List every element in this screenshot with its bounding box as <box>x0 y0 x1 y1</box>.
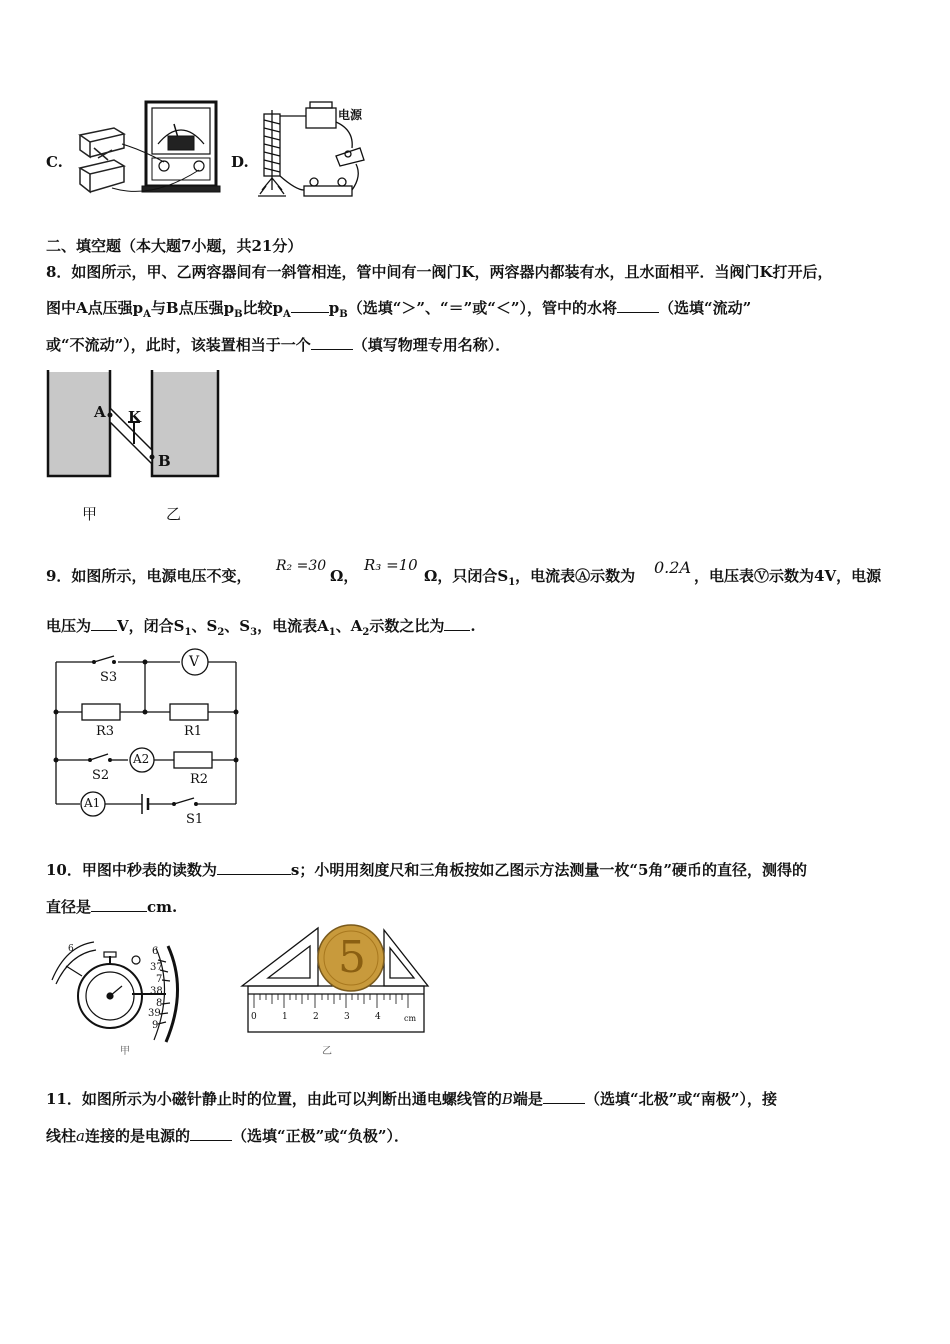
option-c-figure <box>72 100 222 200</box>
q10-ruler-2: 2 <box>313 1012 319 1022</box>
q10-caption-jia: 甲 <box>120 1046 130 1057</box>
q8-blank-1[interactable] <box>291 298 329 313</box>
q9-current: 0.2A <box>654 558 691 577</box>
q9-label-v: V <box>189 654 200 670</box>
q9-label-r2: R2 <box>190 772 209 787</box>
q10-caption-yi: 乙 <box>322 1046 332 1057</box>
q8-caption-yi: 乙 <box>166 505 182 523</box>
q9-unit-ohm: Ω， <box>330 567 359 585</box>
galvanometer-shape <box>112 102 220 192</box>
power-supply-label: 电源 <box>338 108 363 122</box>
q9-label-r1: R1 <box>184 724 203 739</box>
q9-label-a2: A2 <box>133 752 150 766</box>
q8-caption-jia: 甲 <box>82 505 98 523</box>
q10-ruler-unit: cm <box>404 1014 417 1023</box>
q9-label-s1: S1 <box>186 812 204 827</box>
q9-blank-1[interactable] <box>91 616 117 631</box>
q9-label-s3: S3 <box>100 670 118 685</box>
q10-dial-num-8: 8 <box>156 998 163 1009</box>
q9-line1-mid: Ω，只闭合$S_1$，电流表Ⓐ示数为 <box>424 567 636 588</box>
q9-line1-end: ，电压表Ⓥ示数为4V，电源 <box>694 567 882 585</box>
q8-point-a: A <box>94 403 106 421</box>
q10-ruler-1: 1 <box>282 1012 288 1022</box>
q10-ruler-4: 4 <box>375 1012 381 1022</box>
magnet-shape <box>80 128 124 192</box>
q9-label-r3: R3 <box>96 724 115 739</box>
q10-line1: 10．甲图中秒表的读数为 s；小明用刻度尺和三角板按如乙图示方法测量一枚“5角”硬币的直径，测得的 <box>46 861 808 879</box>
q8-line2: 图中A点压强$p_A$与B点压强$p_B$比较$p_A$ $p_B$（选填“＞”、“＝”或“＜”），管中的水将 （选填“流动” <box>46 299 752 320</box>
q10-dial-small-6: 6 <box>68 944 74 954</box>
q10-blank-1[interactable] <box>217 860 291 875</box>
option-d-label: D. <box>231 153 249 171</box>
q10-line2: 直径是 cm. <box>46 898 178 916</box>
q9-label-s2: S2 <box>92 768 110 783</box>
q9-r3-expr: R₃ =10 <box>364 556 418 574</box>
q9-r2-expr: R₂ =30 <box>276 558 327 574</box>
q8-point-b: B <box>158 452 171 470</box>
option-c-label: C. <box>46 153 63 171</box>
q11-blank-2[interactable] <box>190 1126 232 1141</box>
q9-line1: 9．如图所示，电源电压不变， <box>46 567 252 585</box>
q10-ruler-0: 0 <box>251 1012 257 1022</box>
q9-blank-2[interactable] <box>444 616 470 631</box>
q8-line3: 或“不流动”），此时，该装置相当于一个 （填写物理专用名称）． <box>46 336 511 354</box>
q8-line1: 8．如图所示，甲、乙两容器间有一斜管相连，管中间有一阀门K，两容器内都装有水，且水面相平．当阀门K打开后， <box>46 263 833 281</box>
q10-blank-2[interactable] <box>91 897 147 912</box>
q8-valve-k: K <box>128 408 142 426</box>
q10-dial-num-7: 7 <box>156 974 163 985</box>
q11-line2: 线柱a连接的是电源的 （选填“正极”或“负极”）． <box>46 1127 409 1145</box>
q10-dial-num-39: 39 <box>148 1008 161 1019</box>
q10-stopwatch-figure <box>48 940 190 1052</box>
q11-blank-1[interactable] <box>543 1089 585 1104</box>
q8-blank-2[interactable] <box>617 298 659 313</box>
q10-dial-num-38: 38 <box>150 986 163 997</box>
q11-line1: 11．如图所示为小磁针静止时的位置，由此可以判断出通电螺线管的B端是 （选填“北极”或“南极”），接 <box>46 1090 777 1108</box>
q9-label-a1: A1 <box>84 796 101 810</box>
q9-line2: 电压为 V，闭合$S_1$、$S_2$、$S_3$，电流表$A_1$、$A_2$示数之比为 . <box>46 617 476 638</box>
q10-dial-num-9: 9 <box>152 1020 159 1031</box>
q10-dial-num-37: 37 <box>150 962 163 973</box>
q10-dial-num-6: 6 <box>152 946 159 957</box>
q9-circuit-figure <box>50 648 245 828</box>
q8-blank-3[interactable] <box>311 335 353 350</box>
q10-coin-value: 5 <box>338 932 366 983</box>
q10-ruler-3: 3 <box>344 1012 350 1022</box>
section-heading: 二、填空题（本大题7小题，共21分） <box>46 237 303 255</box>
